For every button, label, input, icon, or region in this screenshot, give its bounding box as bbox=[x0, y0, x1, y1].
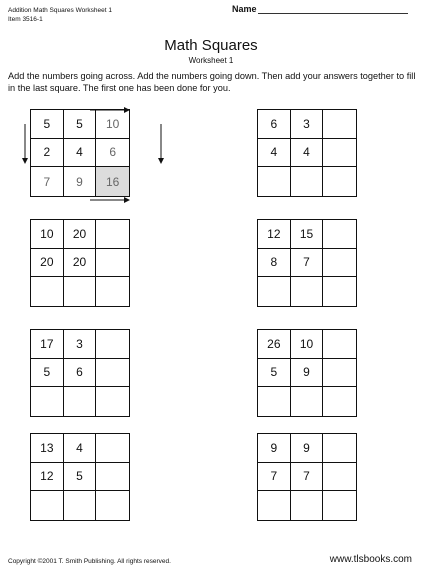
answer-cell[interactable] bbox=[291, 387, 324, 416]
number-cell: 17 bbox=[31, 330, 64, 359]
answer-cell: 9 bbox=[64, 167, 97, 196]
answer-cell[interactable] bbox=[64, 491, 97, 520]
answer-cell[interactable] bbox=[323, 491, 356, 520]
math-square-5 bbox=[30, 329, 130, 417]
math-square-2 bbox=[257, 109, 357, 197]
answer-cell[interactable] bbox=[64, 387, 97, 416]
math-square-8 bbox=[257, 433, 357, 521]
answer-cell[interactable] bbox=[323, 277, 356, 306]
answer-cell[interactable] bbox=[96, 330, 129, 359]
number-cell: 20 bbox=[64, 249, 97, 278]
page-subtitle: Worksheet 1 bbox=[188, 56, 234, 65]
number-cell: 4 bbox=[64, 434, 97, 463]
number-cell: 12 bbox=[258, 220, 291, 249]
math-square-6 bbox=[257, 329, 357, 417]
answer-cell[interactable] bbox=[323, 359, 356, 388]
arrow-down-left bbox=[22, 124, 28, 164]
answer-cell[interactable] bbox=[323, 249, 356, 278]
math-square-3 bbox=[30, 219, 130, 307]
number-cell: 10 bbox=[31, 220, 64, 249]
answer-cell[interactable] bbox=[258, 387, 291, 416]
number-cell: 12 bbox=[31, 463, 64, 492]
page-title: Math Squares bbox=[164, 37, 258, 54]
answer-cell[interactable] bbox=[323, 167, 356, 196]
number-cell: 26 bbox=[258, 330, 291, 359]
answer-cell: 7 bbox=[31, 167, 64, 196]
item-number: Item 3516-1 bbox=[8, 16, 43, 23]
answer-cell[interactable] bbox=[291, 277, 324, 306]
number-cell: 3 bbox=[291, 110, 324, 139]
copyright: Copyright ©2001 T. Smith Publishing. All rights reserved. bbox=[8, 558, 171, 565]
answer-cell[interactable] bbox=[323, 330, 356, 359]
number-cell: 6 bbox=[258, 110, 291, 139]
worksheet-header bbox=[8, 6, 112, 24]
number-cell: 7 bbox=[258, 463, 291, 492]
answer-cell[interactable] bbox=[323, 463, 356, 492]
number-cell: 9 bbox=[291, 434, 324, 463]
arrow-down-right bbox=[158, 124, 164, 164]
answer-cell[interactable] bbox=[31, 491, 64, 520]
number-cell: 20 bbox=[31, 249, 64, 278]
answer-cell[interactable] bbox=[323, 220, 356, 249]
number-cell: 5 bbox=[31, 110, 64, 139]
number-cell: 4 bbox=[64, 139, 97, 168]
number-cell: 4 bbox=[258, 139, 291, 168]
arrow-right-top bbox=[90, 107, 130, 113]
answer-cell: 6 bbox=[96, 139, 129, 168]
number-cell: 3 bbox=[64, 330, 97, 359]
answer-cell[interactable] bbox=[96, 277, 129, 306]
answer-cell[interactable] bbox=[258, 167, 291, 196]
answer-cell[interactable] bbox=[291, 491, 324, 520]
answer-cell[interactable] bbox=[323, 387, 356, 416]
number-cell: 8 bbox=[258, 249, 291, 278]
number-cell: 6 bbox=[64, 359, 97, 388]
answer-cell[interactable] bbox=[96, 220, 129, 249]
number-cell: 9 bbox=[258, 434, 291, 463]
number-cell: 5 bbox=[31, 359, 64, 388]
answer-cell: 10 bbox=[96, 110, 129, 139]
number-cell: 10 bbox=[291, 330, 324, 359]
answer-cell[interactable] bbox=[96, 434, 129, 463]
math-square-7 bbox=[30, 433, 130, 521]
answer-cell[interactable] bbox=[96, 491, 129, 520]
name-label: Name bbox=[232, 4, 257, 14]
number-cell: 15 bbox=[291, 220, 324, 249]
number-cell: 5 bbox=[64, 110, 97, 139]
number-cell: 7 bbox=[291, 249, 324, 278]
website-link[interactable]: www.tlsbooks.com bbox=[329, 554, 412, 565]
answer-cell[interactable] bbox=[96, 387, 129, 416]
answer-cell: 16 bbox=[96, 167, 129, 196]
answer-cell[interactable] bbox=[323, 434, 356, 463]
answer-cell[interactable] bbox=[96, 249, 129, 278]
answer-cell[interactable] bbox=[258, 491, 291, 520]
instructions: Add the numbers going across. Add the numbers going down. Then add your answers together to fill in the last square. The first one has been done for you. bbox=[8, 71, 416, 93]
answer-cell[interactable] bbox=[291, 167, 324, 196]
answer-cell[interactable] bbox=[258, 277, 291, 306]
answer-cell[interactable] bbox=[31, 387, 64, 416]
worksheet-title-line: Addition Math Squares Worksheet 1 bbox=[8, 7, 112, 14]
answer-cell[interactable] bbox=[96, 359, 129, 388]
number-cell: 4 bbox=[291, 139, 324, 168]
number-cell: 7 bbox=[291, 463, 324, 492]
number-cell: 13 bbox=[31, 434, 64, 463]
answer-cell[interactable] bbox=[64, 277, 97, 306]
number-cell: 5 bbox=[64, 463, 97, 492]
answer-cell[interactable] bbox=[96, 463, 129, 492]
number-cell: 5 bbox=[258, 359, 291, 388]
answer-cell[interactable] bbox=[323, 139, 356, 168]
number-cell: 2 bbox=[31, 139, 64, 168]
number-cell: 9 bbox=[291, 359, 324, 388]
number-cell: 20 bbox=[64, 220, 97, 249]
arrow-right-bottom bbox=[90, 197, 130, 203]
name-line[interactable] bbox=[258, 13, 408, 14]
math-square-4 bbox=[257, 219, 357, 307]
math-square-1 bbox=[30, 109, 130, 197]
answer-cell[interactable] bbox=[31, 277, 64, 306]
answer-cell[interactable] bbox=[323, 110, 356, 139]
